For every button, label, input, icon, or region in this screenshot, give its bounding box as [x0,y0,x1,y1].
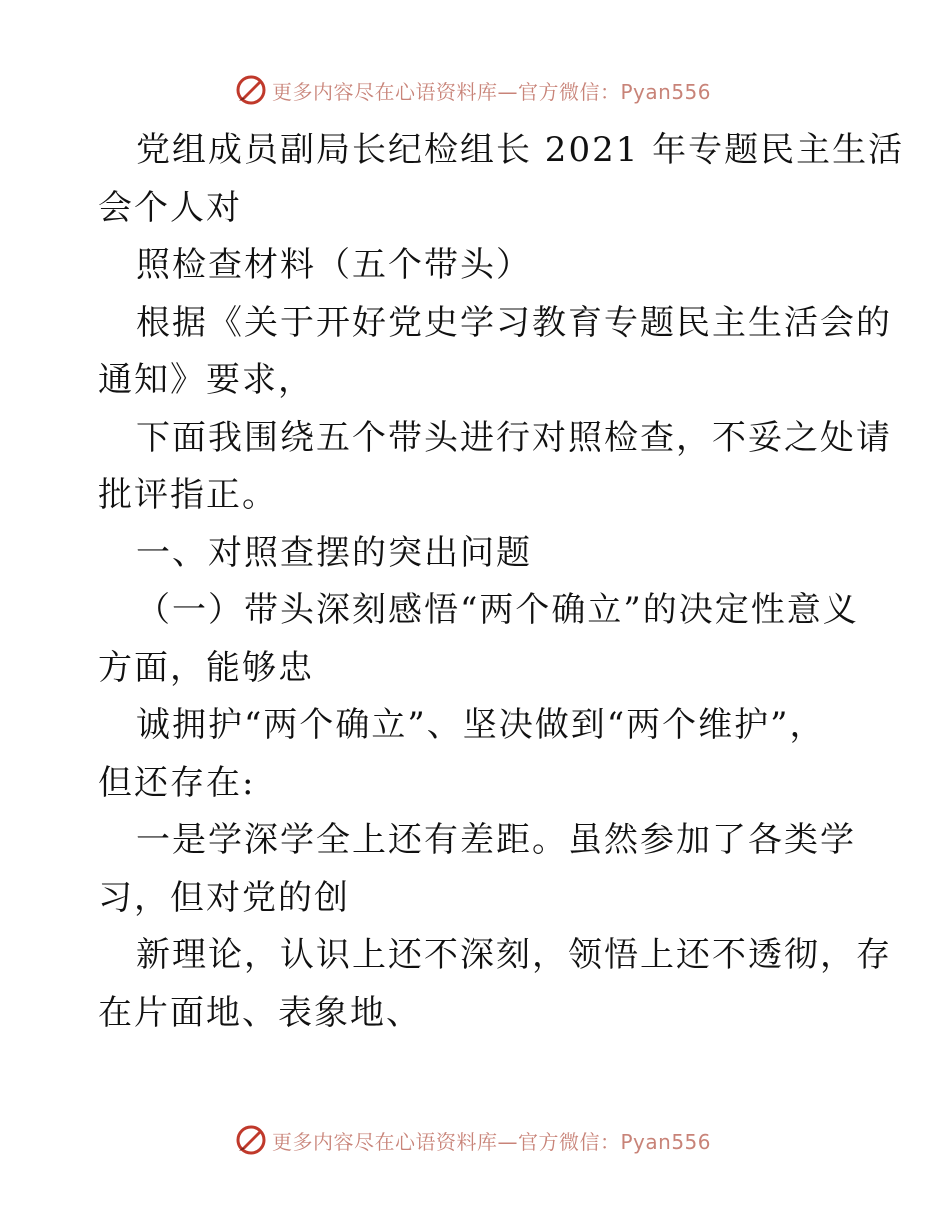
watermark-text: 更多内容尽在心语资料库—官方微信：Pyan556 [272,79,712,104]
text-line: 照检查材料（五个带头） [136,245,532,285]
text-line: 下面我围绕五个带头进行对照检查，不妥之处请 [136,417,892,458]
watermark-header [234,72,711,108]
quill-seal-icon [234,73,268,107]
text-line: 新理论，认识上还不深刻，领悟上还不透彻，存 [136,935,892,975]
text-line: （一）带头深刻感悟“两个确立”的决定性意义 [136,590,859,630]
text-line: 方面，能够忠 [98,647,314,688]
watermark-footer [234,1122,711,1158]
text-line: 诚拥护“两个确立”、坚决做到“两个维护”， [136,705,826,745]
text-line: 批评指正。 [98,475,278,515]
text-line: 习，但对党的创 [98,877,350,918]
quill-seal-icon [234,1123,268,1157]
watermark-handle: Pyan556 [620,79,712,104]
text-line: 会个人对 [98,187,242,228]
watermark-handle: Pyan556 [620,1129,712,1154]
document-body [98,122,905,1042]
watermark-text: 更多内容尽在心语资料库—官方微信：Pyan556 [272,1129,712,1154]
text-line: 在片面地、表象地、 [98,992,422,1033]
text-line: 通知》要求， [98,360,314,400]
text-line: 根据《关于开好党史学习教育专题民主生活会的 [136,302,892,343]
text-line: 一、对照查摆的突出问题 [136,532,532,573]
text-line: 党组成员副局长纪检组长 2021 年专题民主生活 [136,130,905,170]
text-line: 一是学深学全上还有差距。虽然参加了各类学 [136,820,856,860]
text-line: 但还存在: [98,762,256,803]
